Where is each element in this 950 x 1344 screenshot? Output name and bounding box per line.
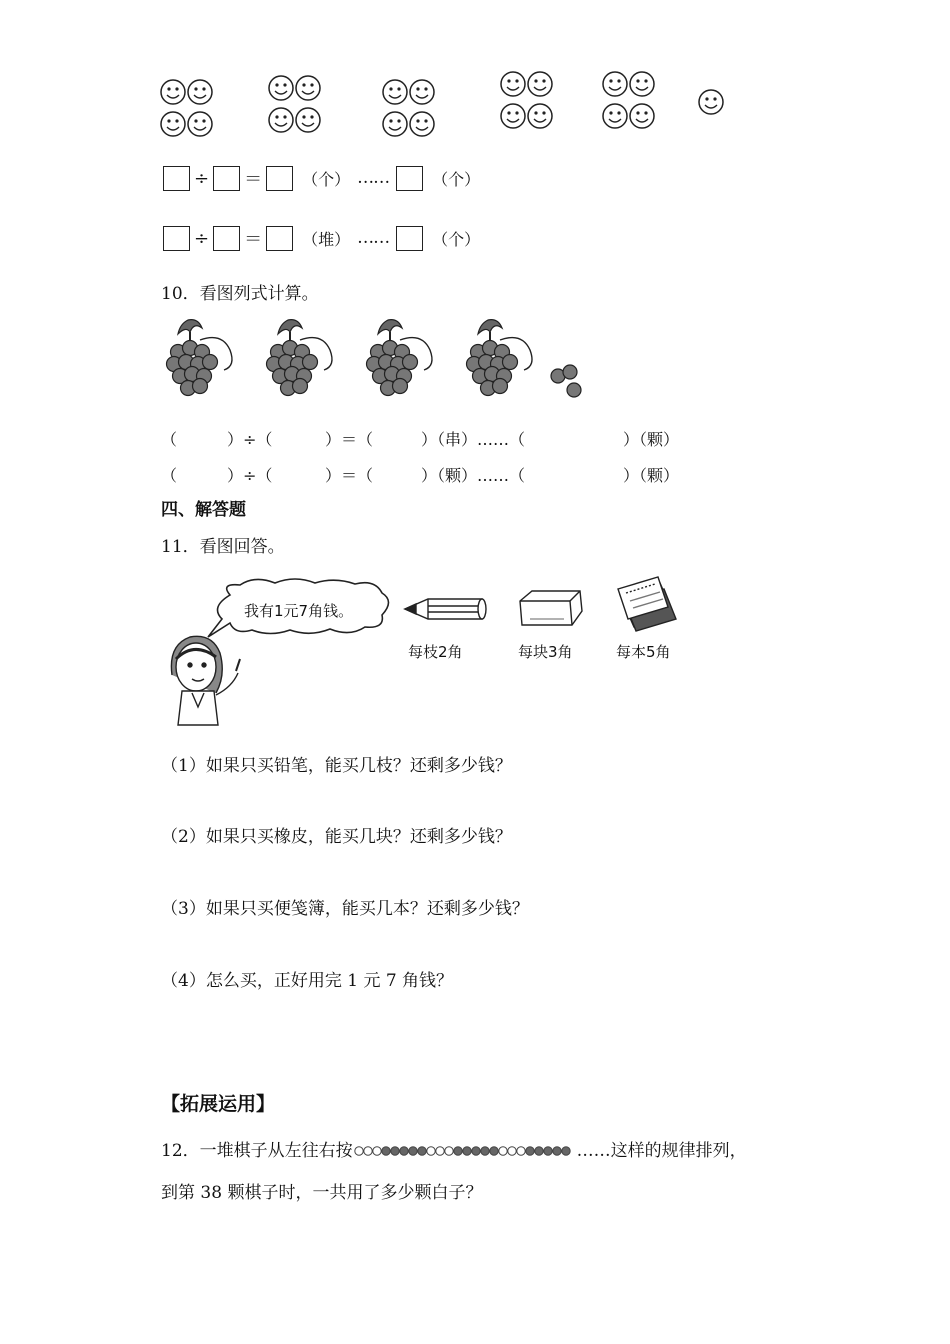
notebook-price: 每本5角 [616, 643, 671, 661]
smiley-face-icon [603, 72, 627, 96]
shopping-illustration [160, 575, 700, 730]
q12-prefix: 12．一堆棋子从左往右按 [161, 1141, 353, 1161]
division-equation-1 [163, 165, 480, 191]
question-11-title: 11．看图回答。 [161, 537, 285, 557]
grape-bunch-icon [267, 320, 333, 396]
sub-question-3: （3）如果只买便笺簿，能买几本？还剩多少钱？ [161, 899, 529, 919]
black-piece-icon [471, 1147, 479, 1155]
unit-label: （个） [432, 169, 481, 189]
section-title: 四、解答题 [161, 500, 246, 520]
black-piece-icon [561, 1147, 569, 1155]
divide-sign: ÷ [194, 167, 210, 189]
black-piece-icon [534, 1147, 542, 1155]
black-piece-icon [390, 1147, 398, 1155]
white-piece-icon [354, 1147, 362, 1155]
answer-box-quotient[interactable] [266, 226, 293, 251]
black-piece-icon [381, 1147, 389, 1155]
eraser-icon [520, 591, 582, 625]
answer-box-remainder[interactable] [396, 226, 423, 251]
smiley-face-icon [528, 104, 552, 128]
smiley-face-icon [161, 80, 185, 104]
question-12-line-2: 到第 38 颗棋子时，一共用了多少颗白子？ [161, 1183, 483, 1203]
white-piece-icon [507, 1147, 515, 1155]
grapes-illustration [160, 318, 600, 408]
answer-box-quotient[interactable] [266, 166, 293, 191]
loose-grapes-icon [551, 365, 581, 397]
unit-label: （个） [302, 169, 351, 189]
smiley-face-icon [501, 72, 525, 96]
white-piece-icon [426, 1147, 434, 1155]
blank-segment: ）（串）……（ [421, 430, 526, 449]
answer-box-dividend[interactable] [163, 166, 190, 191]
black-piece-icon [462, 1147, 470, 1155]
white-piece-icon [498, 1147, 506, 1155]
division-equation-2 [163, 225, 480, 251]
smiley-groups [155, 68, 755, 148]
blank-segment: ）（颗） [623, 466, 680, 485]
grape-bunch-icon [167, 320, 233, 396]
smiley-face-icon [161, 112, 185, 136]
blank-segment: ）÷（ [227, 466, 273, 485]
girl-icon [171, 636, 240, 725]
black-piece-icon [453, 1147, 461, 1155]
black-piece-icon [399, 1147, 407, 1155]
grape-bunch-icon [467, 320, 533, 396]
sub-question-4: （4）怎么买，正好用完 1 元 7 角钱？ [161, 971, 454, 991]
smiley-face-icon [383, 80, 407, 104]
blank-segment: ）（颗）……（ [421, 466, 526, 485]
smiley-face-icon [188, 80, 212, 104]
extension-title: 【拓展运用】 [161, 1093, 276, 1115]
black-piece-icon [543, 1147, 551, 1155]
unit-label: （堆） [302, 229, 351, 249]
sub-question-2: （2）如果只买橡皮，能买几块？还剩多少钱？ [161, 827, 512, 847]
q12-suffix: ……这样的规律排列， [576, 1141, 747, 1161]
smiley-face-icon [410, 80, 434, 104]
equation-row-1 [161, 427, 679, 450]
blank-segment: ）÷（ [227, 430, 273, 449]
speech-text: 我有1元7角钱。 [244, 602, 354, 620]
smiley-face-icon [383, 112, 407, 136]
eraser-price: 每块3角 [518, 643, 573, 661]
blank-segment: ）＝（ [325, 430, 374, 449]
answer-box-divisor[interactable] [213, 226, 240, 251]
white-piece-icon [372, 1147, 380, 1155]
grape-bunch-icon [367, 320, 433, 396]
answer-box-divisor[interactable] [213, 166, 240, 191]
notebook-icon [618, 577, 676, 631]
white-piece-icon [444, 1147, 452, 1155]
smiley-face-icon [296, 76, 320, 100]
equation-row-2 [161, 463, 679, 486]
sub-question-1: （1）如果只买铅笔，能买几枝？还剩多少钱？ [161, 756, 512, 776]
smiley-face-icon [269, 108, 293, 132]
blank-segment: （ [161, 466, 178, 485]
black-piece-icon [489, 1147, 497, 1155]
smiley-face-icon [296, 108, 320, 132]
white-piece-icon [363, 1147, 371, 1155]
grape-figure [160, 318, 600, 408]
black-piece-icon [417, 1147, 425, 1155]
divide-sign: ÷ [194, 227, 210, 249]
black-piece-icon [525, 1147, 533, 1155]
white-piece-icon [516, 1147, 524, 1155]
chess-pattern-icon [354, 1144, 576, 1158]
pencil-icon [405, 599, 486, 619]
question-12-line-1 [161, 1140, 747, 1162]
black-piece-icon [480, 1147, 488, 1155]
blank-segment: ）（颗） [623, 430, 680, 449]
equals-sign: ＝ [244, 169, 263, 190]
question-10-title: 10．看图列式计算。 [161, 284, 319, 304]
smiley-figure [155, 68, 755, 148]
remainder-dots: …… [357, 228, 390, 248]
smiley-face-icon [603, 104, 627, 128]
equals-sign: ＝ [244, 229, 263, 250]
remainder-dots: …… [357, 168, 390, 188]
smiley-face-icon [188, 112, 212, 136]
answer-box-dividend[interactable] [163, 226, 190, 251]
black-piece-icon [408, 1147, 416, 1155]
smiley-face-icon [699, 90, 723, 114]
white-piece-icon [435, 1147, 443, 1155]
smiley-face-icon [528, 72, 552, 96]
pencil-price: 每枝2角 [408, 643, 463, 661]
smiley-face-icon [410, 112, 434, 136]
smiley-face-icon [269, 76, 293, 100]
unit-label: （个） [432, 229, 481, 249]
smiley-face-icon [630, 72, 654, 96]
smiley-face-icon [630, 104, 654, 128]
blank-segment: （ [161, 430, 178, 449]
answer-box-remainder[interactable] [396, 166, 423, 191]
black-piece-icon [552, 1147, 560, 1155]
smiley-face-icon [501, 104, 525, 128]
blank-segment: ）＝（ [325, 466, 374, 485]
